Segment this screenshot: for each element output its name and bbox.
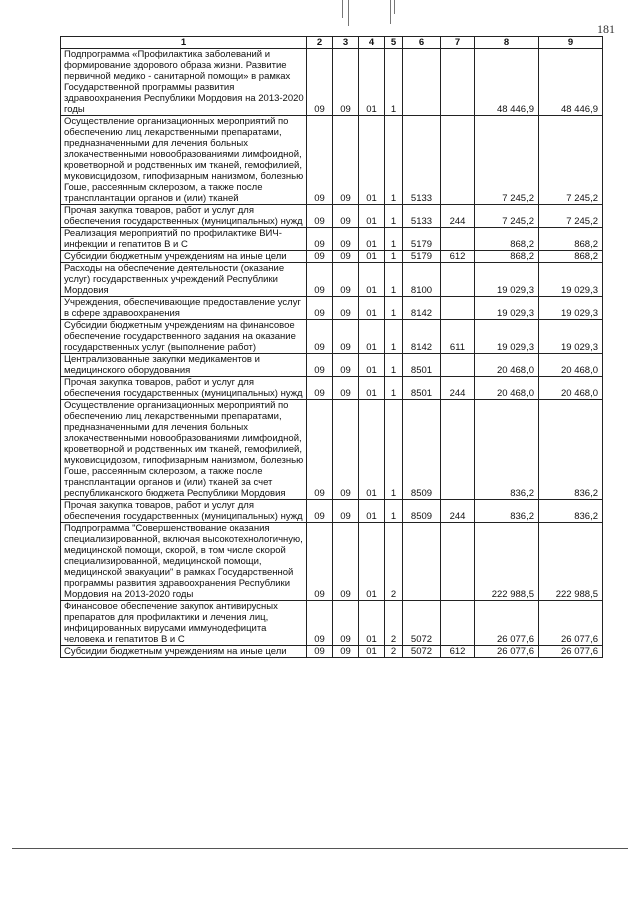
table-row (61, 377, 603, 400)
col-3-cell: 09 (333, 228, 359, 251)
col-9-cell: 19 029,3 (539, 297, 603, 320)
row-name-cell: Подпрограмма "Совершенствование оказания специализированной, включая высокотехнологичную, медицинской помощи, скорой, в том числе скорой специализированной, медицинской помощи, медицинской эвакуации" в рамках Государственной программы развития здравоохранения Республики Мордовия на 2013-2020 годы (61, 523, 307, 601)
col-8-cell: 26 077,6 (475, 646, 539, 658)
col-2-cell: 09 (307, 377, 333, 400)
col-8-cell: 26 077,6 (475, 601, 539, 646)
col-8-cell: 7 245,2 (475, 116, 539, 205)
col-4-cell: 01 (359, 320, 385, 354)
row-name-cell: Учреждения, обеспечивающие предоставление услуг в сфере здравоохранения (61, 297, 307, 320)
col-9-cell: 19 029,3 (539, 320, 603, 354)
col-9-cell: 19 029,3 (539, 263, 603, 297)
scan-marks (330, 0, 410, 30)
table-row (61, 116, 603, 205)
col-8-cell: 19 029,3 (475, 263, 539, 297)
row-name-cell: Финансовое обеспечение закупок антивирусных препаратов для профилактики и лечения лиц, инфицированных вирусами иммунодефицита человека и гепатитов В и С (61, 601, 307, 646)
row-name-cell: Реализация мероприятий по профилактике ВИЧ-инфекции и гепатитов В и С (61, 228, 307, 251)
col-3-cell: 09 (333, 263, 359, 297)
col-2-cell: 09 (307, 400, 333, 500)
col-6-cell: 8501 (403, 377, 441, 400)
col-4-cell: 01 (359, 116, 385, 205)
col-3-cell: 09 (333, 523, 359, 601)
header-cell: 7 (441, 37, 475, 49)
col-9-cell: 20 468,0 (539, 377, 603, 400)
table-row (61, 251, 603, 263)
col-2-cell: 09 (307, 228, 333, 251)
col-8-cell: 48 446,9 (475, 49, 539, 116)
col-8-cell: 7 245,2 (475, 205, 539, 228)
col-7-cell (441, 263, 475, 297)
col-4-cell: 01 (359, 400, 385, 500)
col-4-cell: 01 (359, 523, 385, 601)
col-5-cell: 2 (385, 646, 403, 658)
col-8-cell: 868,2 (475, 228, 539, 251)
col-2-cell: 09 (307, 116, 333, 205)
col-5-cell: 1 (385, 49, 403, 116)
col-5-cell: 2 (385, 523, 403, 601)
col-3-cell: 09 (333, 320, 359, 354)
col-9-cell: 7 245,2 (539, 205, 603, 228)
col-7-cell (441, 297, 475, 320)
col-4-cell: 01 (359, 228, 385, 251)
col-9-cell: 20 468,0 (539, 354, 603, 377)
col-7-cell (441, 400, 475, 500)
table-row (61, 523, 603, 601)
col-4-cell: 01 (359, 251, 385, 263)
row-name-cell: Прочая закупка товаров, работ и услуг для обеспечения государственных (муниципальных) нужд (61, 205, 307, 228)
table-row (61, 49, 603, 116)
col-6-cell: 5072 (403, 601, 441, 646)
col-7-cell (441, 49, 475, 116)
row-name-cell: Осуществление организационных мероприятий по обеспечению лиц лекарственными препаратами, предназначенными для лечения больных злокачественными новообразованиями лимфоидной, кроветворной и родственных им тканей, гемофилией, муковисцидозом, гипофизарным нанизмом, болезнью Гоше, рассеянным склерозом, а также после трансплантации органов и (или) тканей за счет республиканского бюджета Республики Мордовия (61, 400, 307, 500)
col-4-cell: 01 (359, 646, 385, 658)
col-8-cell: 19 029,3 (475, 320, 539, 354)
col-7-cell (441, 523, 475, 601)
row-name-cell: Прочая закупка товаров, работ и услуг для обеспечения государственных (муниципальных) нужд (61, 377, 307, 400)
table-row (61, 263, 603, 297)
col-2-cell: 09 (307, 205, 333, 228)
col-4-cell: 01 (359, 205, 385, 228)
col-7-cell: 244 (441, 205, 475, 228)
col-6-cell (403, 523, 441, 601)
page-number: 181 (597, 22, 615, 36)
col-2-cell: 09 (307, 354, 333, 377)
col-5-cell: 1 (385, 377, 403, 400)
col-6-cell: 5072 (403, 646, 441, 658)
col-5-cell: 1 (385, 263, 403, 297)
header-cell: 8 (475, 37, 539, 49)
col-5-cell: 1 (385, 205, 403, 228)
row-name-cell: Субсидии бюджетным учреждениям на иные цели (61, 251, 307, 263)
budget-table (60, 36, 603, 658)
col-5-cell: 1 (385, 297, 403, 320)
col-6-cell: 8501 (403, 354, 441, 377)
table-row (61, 500, 603, 523)
header-cell: 3 (333, 37, 359, 49)
col-8-cell: 836,2 (475, 500, 539, 523)
col-3-cell: 09 (333, 297, 359, 320)
col-9-cell: 7 245,2 (539, 116, 603, 205)
col-3-cell: 09 (333, 400, 359, 500)
col-6-cell: 8142 (403, 320, 441, 354)
col-7-cell: 612 (441, 646, 475, 658)
col-5-cell: 1 (385, 354, 403, 377)
col-6-cell: 5179 (403, 251, 441, 263)
table-row (61, 228, 603, 251)
col-2-cell: 09 (307, 263, 333, 297)
col-9-cell: 836,2 (539, 400, 603, 500)
col-4-cell: 01 (359, 500, 385, 523)
row-name-cell: Осуществление организационных мероприятий по обеспечению лиц лекарственными препаратами, предназначенными для лечения больных злокачественными новообразованиями лимфоидной, кроветворной и родственных им тканей, гемофилией, муковисцидозом, гипофизарным нанизмом, болезнью Гоше, рассеянным склерозом, а также после трансплантации органов и (или) тканей (61, 116, 307, 205)
header-cell: 2 (307, 37, 333, 49)
col-3-cell: 09 (333, 49, 359, 116)
col-6-cell: 8509 (403, 400, 441, 500)
header-cell: 1 (61, 37, 307, 49)
col-8-cell: 222 988,5 (475, 523, 539, 601)
col-7-cell (441, 228, 475, 251)
col-9-cell: 48 446,9 (539, 49, 603, 116)
header-cell: 6 (403, 37, 441, 49)
col-3-cell: 09 (333, 601, 359, 646)
col-7-cell: 244 (441, 500, 475, 523)
col-8-cell: 20 468,0 (475, 377, 539, 400)
col-9-cell: 868,2 (539, 251, 603, 263)
table-body (61, 37, 603, 658)
col-2-cell: 09 (307, 646, 333, 658)
col-4-cell: 01 (359, 297, 385, 320)
table-row (61, 400, 603, 500)
row-name-cell: Субсидии бюджетным учреждениям на финансовое обеспечение государственного задания на оказание государственных услуг (выполнение работ) (61, 320, 307, 354)
col-8-cell: 19 029,3 (475, 297, 539, 320)
col-6-cell: 8100 (403, 263, 441, 297)
col-6-cell: 5133 (403, 116, 441, 205)
header-cell: 5 (385, 37, 403, 49)
col-4-cell: 01 (359, 601, 385, 646)
col-6-cell: 5133 (403, 205, 441, 228)
header-row (61, 37, 603, 49)
col-9-cell: 836,2 (539, 500, 603, 523)
page-bottom-line (12, 848, 628, 849)
row-name-cell: Прочая закупка товаров, работ и услуг для обеспечения государственных (муниципальных) нужд (61, 500, 307, 523)
col-5-cell: 1 (385, 320, 403, 354)
col-5-cell: 1 (385, 400, 403, 500)
col-8-cell: 836,2 (475, 400, 539, 500)
col-9-cell: 26 077,6 (539, 601, 603, 646)
col-3-cell: 09 (333, 251, 359, 263)
col-7-cell: 244 (441, 377, 475, 400)
header-cell: 9 (539, 37, 603, 49)
col-4-cell: 01 (359, 354, 385, 377)
col-2-cell: 09 (307, 49, 333, 116)
table-row (61, 601, 603, 646)
col-4-cell: 01 (359, 263, 385, 297)
table-row (61, 320, 603, 354)
col-5-cell: 1 (385, 116, 403, 205)
row-name-cell: Централизованные закупки медикаментов и медицинского оборудования (61, 354, 307, 377)
col-7-cell (441, 601, 475, 646)
col-7-cell (441, 116, 475, 205)
row-name-cell: Расходы на обеспечение деятельности (оказание услуг) государственных учреждений Республики Мордовия (61, 263, 307, 297)
header-cell: 4 (359, 37, 385, 49)
col-2-cell: 09 (307, 523, 333, 601)
col-2-cell: 09 (307, 500, 333, 523)
table-row (61, 354, 603, 377)
table-row (61, 646, 603, 658)
col-9-cell: 868,2 (539, 228, 603, 251)
col-7-cell: 611 (441, 320, 475, 354)
col-3-cell: 09 (333, 646, 359, 658)
col-2-cell: 09 (307, 601, 333, 646)
col-2-cell: 09 (307, 251, 333, 263)
col-3-cell: 09 (333, 500, 359, 523)
col-6-cell: 5179 (403, 228, 441, 251)
col-4-cell: 01 (359, 49, 385, 116)
col-5-cell: 1 (385, 251, 403, 263)
col-8-cell: 20 468,0 (475, 354, 539, 377)
row-name-cell: Субсидии бюджетным учреждениям на иные цели (61, 646, 307, 658)
col-2-cell: 09 (307, 320, 333, 354)
col-3-cell: 09 (333, 205, 359, 228)
col-3-cell: 09 (333, 116, 359, 205)
col-6-cell: 8142 (403, 297, 441, 320)
col-8-cell: 868,2 (475, 251, 539, 263)
table-row (61, 205, 603, 228)
row-name-cell: Подпрограмма «Профилактика заболеваний и формирование здорового образа жизни. Развитие первичной медико - санитарной помощи» в рамках Государственной программы развития здравоохранения Республики Мордовия на 2013-2020 годы (61, 49, 307, 116)
col-7-cell: 612 (441, 251, 475, 263)
col-5-cell: 1 (385, 228, 403, 251)
col-6-cell: 8509 (403, 500, 441, 523)
col-2-cell: 09 (307, 297, 333, 320)
col-3-cell: 09 (333, 377, 359, 400)
col-5-cell: 2 (385, 601, 403, 646)
col-9-cell: 222 988,5 (539, 523, 603, 601)
col-6-cell (403, 49, 441, 116)
table-row (61, 297, 603, 320)
col-3-cell: 09 (333, 354, 359, 377)
col-4-cell: 01 (359, 377, 385, 400)
col-7-cell (441, 354, 475, 377)
col-9-cell: 26 077,6 (539, 646, 603, 658)
col-5-cell: 1 (385, 500, 403, 523)
